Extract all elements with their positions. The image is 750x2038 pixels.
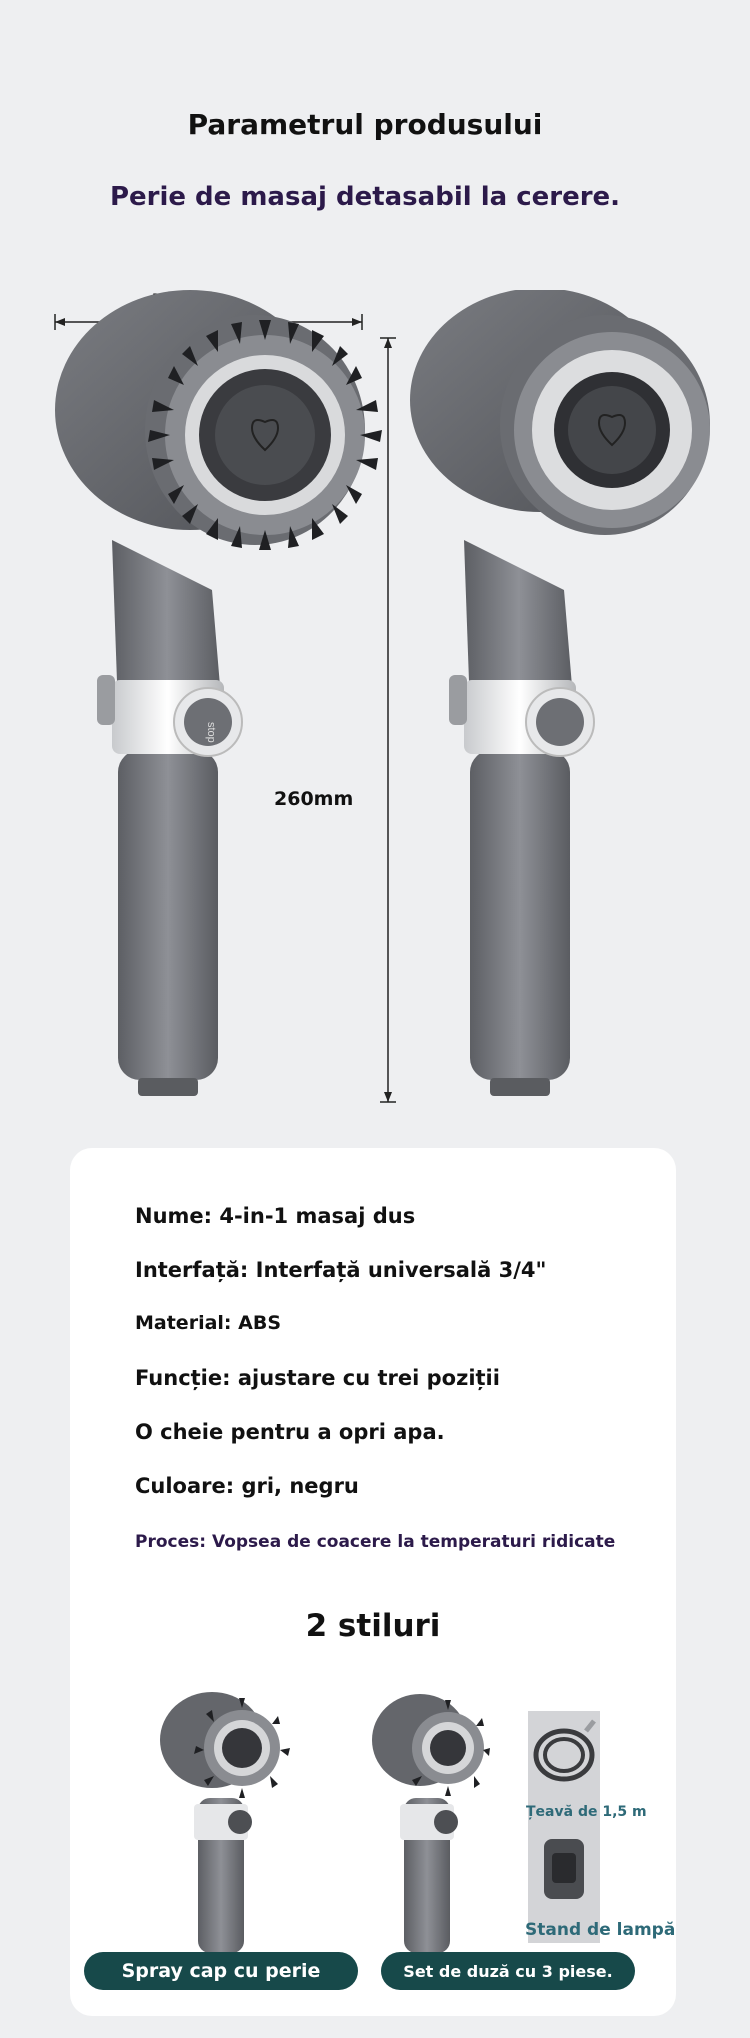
- style-1-image: [150, 1688, 300, 1958]
- product-illustration: [0, 290, 750, 1130]
- stop-text: stop: [205, 722, 217, 743]
- spec-stop: O cheie pentru a opri apa.: [135, 1420, 445, 1444]
- style-2-label: Set de duză cu 3 piese.: [381, 1952, 635, 1990]
- page-title: Parametrul produsului: [187, 108, 543, 141]
- spec-color: Culoare: gri, negru: [135, 1474, 359, 1498]
- spec-card: [70, 1148, 676, 2016]
- hose-icon: [528, 1711, 600, 1811]
- spec-process: Proces: Vopsea de coacere la temperaturi ridicate: [135, 1532, 616, 1552]
- holder-icon: [536, 1835, 592, 1907]
- height-dimension-label: 260mm: [274, 788, 354, 810]
- page-subtitle: Perie de masaj detasabil la cerere.: [109, 182, 621, 212]
- styles-title: 2 stiluri: [305, 1608, 441, 1644]
- holder-label: Stand de lampă: [525, 1920, 676, 1940]
- style-1-label: Spray cap cu perie: [84, 1952, 358, 1990]
- shower-head-without-brush: [410, 290, 710, 1096]
- spec-material: Material: ABS: [135, 1312, 281, 1334]
- style-2-image: [370, 1688, 490, 1958]
- shower-head-with-brush: [55, 290, 382, 1096]
- spec-interface: Interfață: Interfață universală 3/4": [135, 1258, 547, 1282]
- accessories-panel: [528, 1711, 600, 1943]
- hose-label: Țeavă de 1,5 m: [526, 1804, 647, 1820]
- height-dimension-line: [380, 338, 396, 1102]
- spec-name: Nume: 4-in-1 masaj dus: [135, 1204, 416, 1228]
- spec-function: Funcție: ajustare cu trei poziții: [135, 1366, 500, 1390]
